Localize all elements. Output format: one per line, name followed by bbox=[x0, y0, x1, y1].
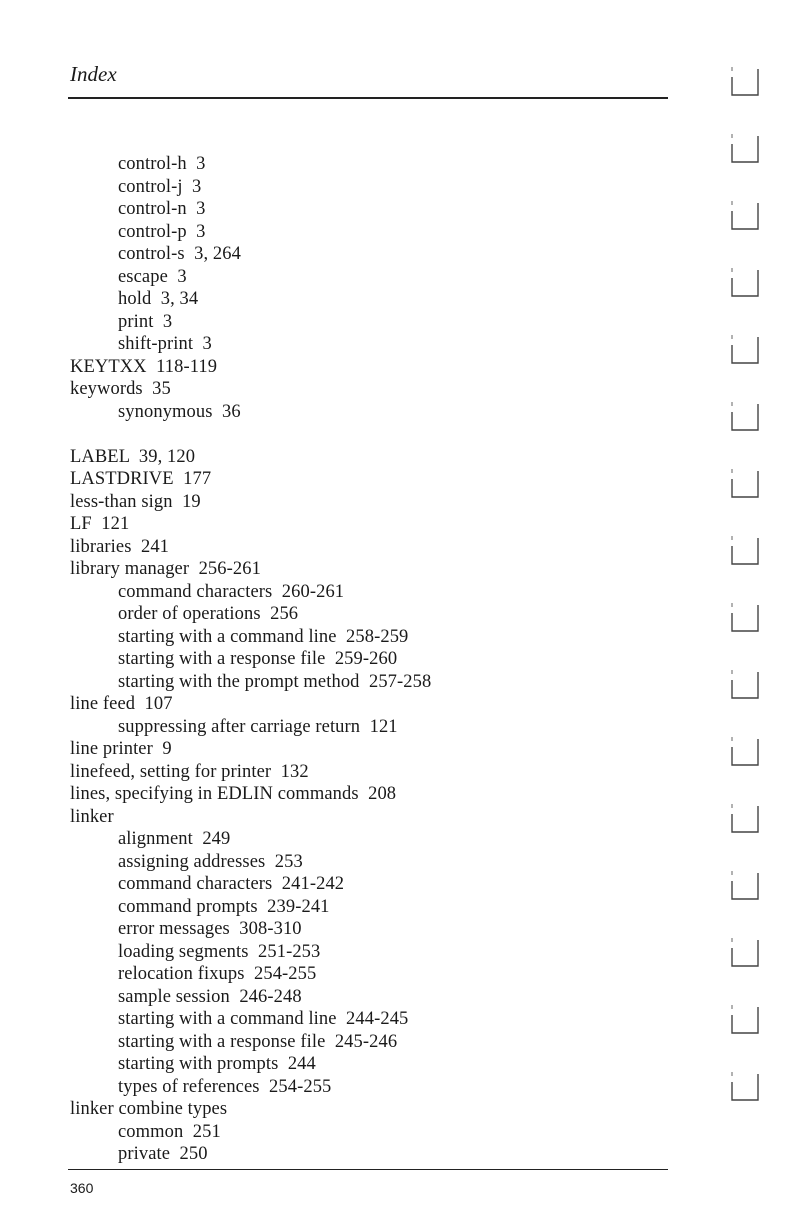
page-header-title: Index bbox=[70, 62, 117, 86]
index-subentry: synonymous 36 bbox=[118, 401, 241, 422]
index-subentry: starting with a command line 258-259 bbox=[118, 626, 409, 647]
index-subentry: starting with a command line 244-245 bbox=[118, 1009, 409, 1029]
index-subentry: control-j 3 bbox=[118, 176, 202, 197]
header-rule bbox=[68, 97, 668, 99]
index-subentry: starting with a response file 259-260 bbox=[118, 649, 398, 669]
index-subentry: assigning addresses 253 bbox=[118, 851, 303, 872]
index-subentry: error messages 308-310 bbox=[118, 919, 302, 939]
index-entry: keywords 35 bbox=[70, 379, 171, 399]
binder-hole-icon bbox=[728, 333, 760, 369]
binder-hole-icon bbox=[728, 601, 760, 637]
binder-hole-icon bbox=[728, 802, 760, 838]
index-entry: linker bbox=[70, 806, 114, 827]
index-subentry: starting with the prompt method 257-258 bbox=[118, 671, 432, 692]
index-subentry: command prompts 239-241 bbox=[118, 896, 330, 917]
binder-hole-icon bbox=[728, 132, 760, 168]
index-subentry: control-s 3, 264 bbox=[118, 244, 241, 264]
index-entry: lines, specifying in EDLIN commands 208 bbox=[70, 784, 397, 804]
index-entry: libraries 241 bbox=[70, 536, 170, 557]
index-subentry: escape 3 bbox=[118, 266, 187, 287]
index-entry: library manager 256-261 bbox=[70, 559, 261, 579]
binder-hole-icon bbox=[728, 467, 760, 503]
index-subentry: control-p 3 bbox=[118, 221, 206, 242]
index-entry: less-than sign 19 bbox=[70, 491, 201, 512]
index-subentry: order of operations 256 bbox=[118, 604, 299, 624]
footer-rule bbox=[68, 1169, 668, 1170]
binder-hole-icon bbox=[728, 936, 760, 972]
index-subentry: relocation fixups 254-255 bbox=[118, 964, 317, 984]
index-entry: LASTDRIVE 177 bbox=[70, 469, 212, 489]
index-subentry: shift-print 3 bbox=[118, 334, 212, 354]
index-entry-list bbox=[70, 153, 431, 1166]
binder-hole-icon bbox=[728, 534, 760, 570]
page-number: 360 bbox=[70, 1180, 94, 1196]
binder-hole-icon bbox=[728, 869, 760, 905]
index-subentry: print 3 bbox=[118, 311, 173, 332]
index-subentry: starting with a response file 245-246 bbox=[118, 1031, 398, 1052]
index-subentry: common 251 bbox=[118, 1121, 221, 1142]
index-subentry: loading segments 251-253 bbox=[118, 941, 321, 962]
index-entry: LF 121 bbox=[70, 514, 130, 534]
index-entry: linefeed, setting for printer 132 bbox=[70, 761, 309, 782]
binder-hole-icon bbox=[728, 65, 760, 101]
index-subentry: types of references 254-255 bbox=[118, 1076, 332, 1097]
index-subentry: hold 3, 34 bbox=[118, 289, 199, 309]
binder-hole-icon bbox=[728, 1070, 760, 1106]
index-subentry: control-h 3 bbox=[118, 154, 206, 174]
binder-hole-icon bbox=[728, 735, 760, 771]
index-subentry: control-n 3 bbox=[118, 199, 206, 219]
binder-hole-marks bbox=[728, 60, 768, 1190]
binder-hole-icon bbox=[728, 400, 760, 436]
index-entry: linker combine types bbox=[70, 1099, 228, 1119]
index-entry: line feed 107 bbox=[70, 694, 173, 714]
index-subentry: command characters 260-261 bbox=[118, 581, 345, 602]
binder-hole-icon bbox=[728, 1003, 760, 1039]
binder-hole-icon bbox=[728, 668, 760, 704]
index-spacer bbox=[70, 423, 431, 446]
index-subentry: sample session 246-248 bbox=[118, 986, 302, 1007]
index-entry: KEYTXX 118-119 bbox=[70, 356, 218, 377]
binder-hole-icon bbox=[728, 266, 760, 302]
binder-hole-icon bbox=[728, 199, 760, 235]
index-subentry: command characters 241-242 bbox=[118, 874, 345, 894]
index-subentry: private 250 bbox=[118, 1144, 208, 1164]
index-subentry: suppressing after carriage return 121 bbox=[118, 716, 398, 737]
index-entry: line printer 9 bbox=[70, 739, 172, 759]
index-subentry: alignment 249 bbox=[118, 829, 231, 849]
index-subentry: starting with prompts 244 bbox=[118, 1054, 316, 1074]
index-entry: LABEL 39, 120 bbox=[70, 446, 196, 467]
